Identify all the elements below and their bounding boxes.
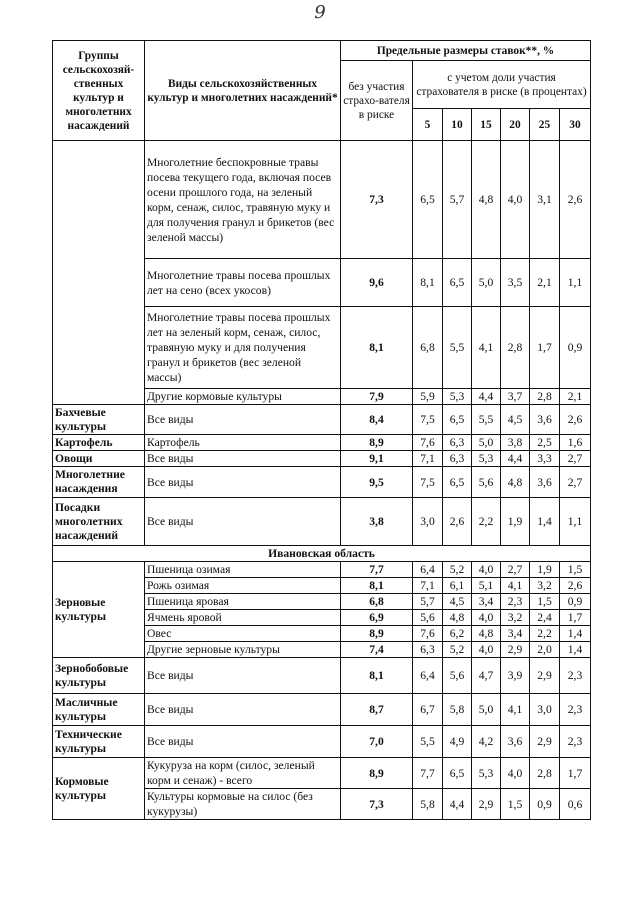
- rate-cell: 7,5: [413, 467, 443, 498]
- kind-cell: Все виды: [145, 658, 341, 694]
- base-rate-cell: 7,9: [341, 389, 413, 405]
- rate-cell: 2,6: [560, 405, 591, 435]
- rate-cell: 4,2: [472, 726, 501, 758]
- rate-cell: 3,0: [413, 498, 443, 546]
- table-row: [53, 435, 591, 451]
- rate-cell: 2,4: [530, 610, 560, 626]
- table-row: [53, 141, 591, 259]
- base-rate-cell: 8,1: [341, 578, 413, 594]
- rate-cell: 5,1: [472, 578, 501, 594]
- group-cell: Картофель: [53, 435, 145, 451]
- rate-cell: 5,5: [413, 726, 443, 758]
- rate-cell: 5,0: [472, 435, 501, 451]
- table-row: [53, 451, 591, 467]
- rate-cell: 4,4: [472, 389, 501, 405]
- rate-cell: 3,3: [530, 451, 560, 467]
- rate-cell: 2,7: [501, 562, 530, 578]
- share-20-header: 20: [501, 109, 530, 141]
- rate-cell: 0,9: [560, 307, 591, 389]
- rate-cell: 7,5: [413, 405, 443, 435]
- rate-cell: 2,7: [560, 467, 591, 498]
- rate-cell: 3,6: [530, 405, 560, 435]
- rate-cell: 2,8: [530, 389, 560, 405]
- rate-cell: 5,6: [413, 610, 443, 626]
- rate-cell: 5,2: [443, 642, 472, 658]
- rate-cell: 6,8: [413, 307, 443, 389]
- kind-column-header: Виды сельскохозяйственных культур и многолетних насаждений*: [145, 41, 341, 141]
- rate-cell: 0,9: [560, 594, 591, 610]
- rate-cell: 3,1: [530, 141, 560, 259]
- rate-cell: 3,2: [530, 578, 560, 594]
- kind-cell: Картофель: [145, 435, 341, 451]
- kind-cell: Многолетние травы посева прошлых лет на сено (всех укосов): [145, 259, 341, 307]
- table-row: [53, 726, 591, 758]
- rate-cell: 1,5: [560, 562, 591, 578]
- base-rate-cell: 9,1: [341, 451, 413, 467]
- rate-cell: 2,5: [530, 435, 560, 451]
- kind-cell: Пшеница озимая: [145, 562, 341, 578]
- share-15-header: 15: [472, 109, 501, 141]
- base-rate-cell: 8,9: [341, 758, 413, 789]
- rate-cell: 1,7: [530, 307, 560, 389]
- kind-cell: Другие кормовые культуры: [145, 389, 341, 405]
- rate-cell: 3,5: [501, 259, 530, 307]
- rate-cell: 6,5: [443, 467, 472, 498]
- rate-cell: 2,6: [560, 578, 591, 594]
- base-rate-cell: 8,9: [341, 435, 413, 451]
- rate-cell: 5,5: [472, 405, 501, 435]
- rate-cell: 5,5: [443, 307, 472, 389]
- share-5-header: 5: [413, 109, 443, 141]
- share-30-header: 30: [560, 109, 591, 141]
- rate-cell: 4,5: [501, 405, 530, 435]
- kind-cell: Рожь озимая: [145, 578, 341, 594]
- rate-cell: 1,7: [560, 610, 591, 626]
- base-rate-cell: 8,9: [341, 626, 413, 642]
- table-row: [53, 562, 591, 578]
- rate-cell: 1,5: [530, 594, 560, 610]
- rate-cell: 4,0: [472, 642, 501, 658]
- rate-cell: 5,8: [413, 789, 443, 820]
- rate-cell: 2,2: [530, 626, 560, 642]
- base-rate-cell: 9,6: [341, 259, 413, 307]
- base-rate-cell: 7,3: [341, 789, 413, 820]
- rate-cell: 6,4: [413, 562, 443, 578]
- rate-cell: 1,4: [560, 642, 591, 658]
- share-10-header: 10: [443, 109, 472, 141]
- rate-cell: 2,9: [530, 658, 560, 694]
- kind-cell: Овес: [145, 626, 341, 642]
- rate-cell: 4,0: [472, 610, 501, 626]
- rate-cell: 2,3: [560, 694, 591, 726]
- rate-cell: 3,4: [472, 594, 501, 610]
- rate-cell: 3,4: [501, 626, 530, 642]
- base-rate-cell: 9,5: [341, 467, 413, 498]
- rate-cell: 5,6: [443, 658, 472, 694]
- rate-cell: 4,5: [443, 594, 472, 610]
- base-rate-cell: 6,9: [341, 610, 413, 626]
- kind-cell: Ячмень яровой: [145, 610, 341, 626]
- rate-cell: 2,1: [530, 259, 560, 307]
- rate-cell: 1,9: [530, 562, 560, 578]
- group-cell: Технические культуры: [53, 726, 145, 758]
- kind-cell: Все виды: [145, 694, 341, 726]
- rate-cell: 4,8: [472, 141, 501, 259]
- rate-cell: 7,1: [413, 578, 443, 594]
- rate-cell: 1,6: [560, 435, 591, 451]
- group-cell: Многолетние насаждения: [53, 467, 145, 498]
- rate-cell: 6,3: [443, 435, 472, 451]
- group-cell: Посадки многолетних насаждений: [53, 498, 145, 546]
- rate-cell: 2,3: [560, 726, 591, 758]
- rate-cell: 8,1: [413, 259, 443, 307]
- rate-cell: 4,4: [443, 789, 472, 820]
- group-cell: Зерновые культуры: [53, 562, 145, 658]
- base-rate-cell: 7,7: [341, 562, 413, 578]
- rate-cell: 3,0: [530, 694, 560, 726]
- kind-cell: Другие зерновые культуры: [145, 642, 341, 658]
- group-cell: Кормовые культуры: [53, 758, 145, 820]
- rate-cell: 2,6: [443, 498, 472, 546]
- rate-cell: 2,9: [501, 642, 530, 658]
- rate-cell: 2,2: [472, 498, 501, 546]
- rate-cell: 6,5: [443, 259, 472, 307]
- share-25-header: 25: [530, 109, 560, 141]
- no-share-header: без участия страхо-вателя в риске: [341, 61, 413, 141]
- rate-cell: 4,7: [472, 658, 501, 694]
- base-rate-cell: 3,8: [341, 498, 413, 546]
- rate-cell: 5,8: [443, 694, 472, 726]
- rate-cell: 2,3: [560, 658, 591, 694]
- rate-cell: 6,5: [413, 141, 443, 259]
- region-heading: Ивановская область: [53, 546, 591, 562]
- rate-cell: 4,8: [472, 626, 501, 642]
- rate-cell: 6,5: [443, 758, 472, 789]
- rate-cell: 2,1: [560, 389, 591, 405]
- group-cell: Масличные культуры: [53, 694, 145, 726]
- rate-cell: 4,4: [501, 451, 530, 467]
- rate-cell: 4,1: [501, 578, 530, 594]
- rate-cell: 3,2: [501, 610, 530, 626]
- kind-cell: Все виды: [145, 451, 341, 467]
- rate-cell: 1,9: [501, 498, 530, 546]
- table-row: [53, 467, 591, 498]
- rate-cell: 4,0: [501, 141, 530, 259]
- rate-cell: 7,6: [413, 626, 443, 642]
- rate-cell: 2,9: [472, 789, 501, 820]
- rate-cell: 5,0: [472, 694, 501, 726]
- base-rate-cell: 8,7: [341, 694, 413, 726]
- rate-cell: 5,9: [413, 389, 443, 405]
- rate-cell: 6,3: [443, 451, 472, 467]
- rate-cell: 0,9: [530, 789, 560, 820]
- page-number: 9: [314, 2, 326, 23]
- rate-cell: 5,3: [472, 451, 501, 467]
- rate-cell: 0,6: [560, 789, 591, 820]
- rate-cell: 5,2: [443, 562, 472, 578]
- rate-cell: 4,0: [472, 562, 501, 578]
- rate-cell: 2,8: [530, 758, 560, 789]
- kind-cell: Все виды: [145, 405, 341, 435]
- rate-cell: 5,7: [443, 141, 472, 259]
- group-cell: Бахчевые культуры: [53, 405, 145, 435]
- group-column-header: Группы сельскохозяй-ственных культур и многолетних насаждений: [53, 41, 145, 141]
- base-rate-cell: 8,1: [341, 307, 413, 389]
- rate-cell: 1,4: [530, 498, 560, 546]
- kind-cell: Все виды: [145, 498, 341, 546]
- base-rate-cell: 8,1: [341, 658, 413, 694]
- group-cell: [53, 141, 145, 405]
- rate-cell: 3,6: [501, 726, 530, 758]
- rate-cell: 6,5: [443, 405, 472, 435]
- rate-cell: 4,0: [501, 758, 530, 789]
- rate-cell: 6,4: [413, 658, 443, 694]
- rate-cell: 5,3: [443, 389, 472, 405]
- rate-cell: 7,6: [413, 435, 443, 451]
- rate-cell: 4,8: [443, 610, 472, 626]
- base-rate-cell: 7,0: [341, 726, 413, 758]
- table-row: [53, 758, 591, 789]
- kind-cell: Многолетние травы посева прошлых лет на зеленый корм, сенаж, силос, травяную муку и для получения гранул и брикетов (вес зеленой массы): [145, 307, 341, 389]
- rate-cell: 2,9: [530, 726, 560, 758]
- rate-cell: 2,0: [530, 642, 560, 658]
- table-row: [53, 498, 591, 546]
- table-row: [53, 694, 591, 726]
- rate-cell: 6,7: [413, 694, 443, 726]
- rate-cell: 2,3: [501, 594, 530, 610]
- rate-cell: 5,7: [413, 594, 443, 610]
- rate-cell: 5,6: [472, 467, 501, 498]
- base-rate-cell: 8,4: [341, 405, 413, 435]
- with-share-header: с учетом доли участия страхователя в риске (в процентах): [413, 61, 591, 109]
- rate-cell: 3,8: [501, 435, 530, 451]
- kind-cell: Кукуруза на корм (силос, зеленый корм и сенаж) - всего: [145, 758, 341, 789]
- rate-cell: 1,7: [560, 758, 591, 789]
- group-cell: Зернобобовые культуры: [53, 658, 145, 694]
- rate-cell: 3,7: [501, 389, 530, 405]
- base-rate-cell: 7,3: [341, 141, 413, 259]
- rate-cell: 3,9: [501, 658, 530, 694]
- base-rate-cell: 7,4: [341, 642, 413, 658]
- kind-cell: Все виды: [145, 467, 341, 498]
- rate-cell: 7,7: [413, 758, 443, 789]
- rate-cell: 6,3: [413, 642, 443, 658]
- rate-cell: 1,5: [501, 789, 530, 820]
- table-row: [53, 405, 591, 435]
- rate-cell: 2,6: [560, 141, 591, 259]
- rate-cell: 6,2: [443, 626, 472, 642]
- rate-cell: 4,1: [472, 307, 501, 389]
- rate-cell: 1,1: [560, 498, 591, 546]
- rate-cell: 4,9: [443, 726, 472, 758]
- rate-cell: 6,1: [443, 578, 472, 594]
- rate-cell: 5,0: [472, 259, 501, 307]
- rate-cell: 7,1: [413, 451, 443, 467]
- group-cell: Овощи: [53, 451, 145, 467]
- rate-limits-header: Предельные размеры ставок**, %: [341, 41, 591, 61]
- rate-cell: 2,7: [560, 451, 591, 467]
- kind-cell: Многолетние беспокровные травы посева текущего года, включая посев осени прошлого года, на зеленый корм, сенаж, силос, травяную муку и для получения гранул и брикетов (вес зеленой массы): [145, 141, 341, 259]
- insurance-rates-table: [52, 40, 591, 820]
- rate-cell: 2,8: [501, 307, 530, 389]
- kind-cell: Все виды: [145, 726, 341, 758]
- kind-cell: Пшеница яровая: [145, 594, 341, 610]
- kind-cell: Культуры кормовые на силос (без кукурузы): [145, 789, 341, 820]
- region-row: [53, 546, 591, 562]
- rate-cell: 5,3: [472, 758, 501, 789]
- table-row: [53, 658, 591, 694]
- rate-cell: 4,1: [501, 694, 530, 726]
- base-rate-cell: 6,8: [341, 594, 413, 610]
- rate-cell: 4,8: [501, 467, 530, 498]
- rate-cell: 1,4: [560, 626, 591, 642]
- rate-cell: 1,1: [560, 259, 591, 307]
- rate-cell: 3,6: [530, 467, 560, 498]
